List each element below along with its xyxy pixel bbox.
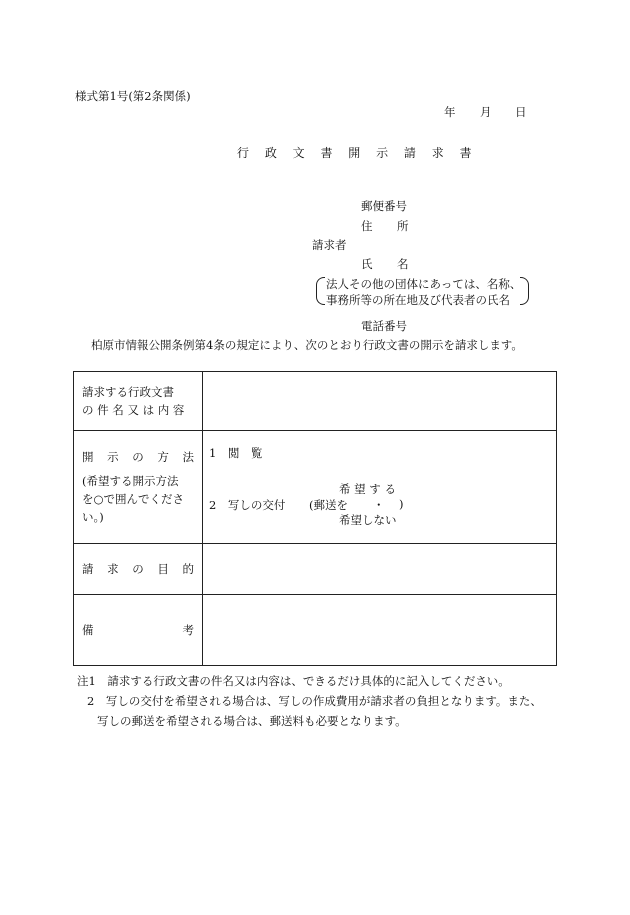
date-year: 年	[444, 105, 456, 119]
row-label-line: を○で囲んでくださ	[82, 492, 185, 506]
phone-label: 電話番号	[361, 319, 407, 333]
label-char: 備	[82, 623, 94, 637]
date-day: 日	[515, 105, 527, 119]
name-label-2: 名	[397, 257, 409, 271]
table-row	[74, 595, 557, 666]
remarks-field[interactable]	[203, 595, 557, 666]
note-2-line1: 2 写しの交付を希望される場合は、写しの作成費用が請求者の負担となります。また、	[87, 694, 542, 708]
date-month: 月	[480, 105, 492, 119]
row-label-spread	[82, 560, 202, 578]
label-char: 示	[107, 450, 119, 464]
remarks-label	[74, 595, 203, 666]
label-char: 目	[157, 562, 169, 576]
form-number: 様式第1号(第2条関係)	[75, 89, 191, 103]
mail-wish-yes[interactable]: 希 望 す る	[339, 482, 396, 496]
label-char: の	[132, 450, 144, 464]
request-table	[73, 371, 557, 666]
row-label-line: の 件 名 又 は 内 容	[82, 403, 185, 417]
name-label-1: 氏	[361, 257, 373, 271]
intro-text: 柏原市情報公開条例第4条の規定により、次のとおり行政文書の開示を請求します。	[91, 338, 523, 352]
purpose-label	[74, 544, 203, 595]
right-bracket	[520, 277, 529, 305]
address-label-1: 住	[361, 219, 373, 233]
postal-code-label: 郵便番号	[361, 199, 407, 213]
label-char: 法	[182, 450, 194, 464]
label-char: 開	[82, 450, 94, 464]
label-char: 的	[182, 562, 194, 576]
address-label-2: 所	[397, 219, 409, 233]
notes	[77, 671, 542, 731]
label-char: の	[132, 562, 144, 576]
mail-close: )	[399, 497, 404, 511]
mail-wish-no[interactable]: 希望しない	[339, 513, 397, 527]
document-title: 行 政 文 書 開 示 請 求 書	[237, 146, 478, 160]
corp-note-line1: 法人その他の団体にあっては、名称、	[326, 277, 522, 291]
label-char: 方	[157, 450, 169, 464]
note-2-line2: 写しの郵送を希望される場合は、郵送料も必要となります。	[97, 714, 407, 728]
requester-label: 請求者	[312, 238, 347, 252]
table-row	[74, 431, 557, 544]
mail-open: (郵送を	[309, 498, 348, 512]
document-subject-label	[74, 372, 203, 431]
table-row	[74, 544, 557, 595]
row-label-line: 請求する行政文書	[82, 385, 174, 399]
label-char: 請	[82, 562, 94, 576]
note-1: 注1 請求する行政文書の件名又は内容は、できるだけ具体的に記入してください。	[77, 674, 510, 688]
row-label-spread	[82, 621, 202, 639]
row-label-line: い。)	[82, 510, 104, 524]
label-char: 求	[107, 562, 119, 576]
label-char: 考	[182, 623, 194, 637]
disclosure-method-options	[203, 431, 557, 544]
row-label-line: (希望する開示方法	[82, 474, 179, 488]
disclosure-method-label	[74, 431, 203, 544]
mail-dot: ・	[373, 498, 385, 512]
method-copy-delivery[interactable]: 2 写しの交付	[209, 498, 286, 512]
left-bracket	[316, 277, 325, 305]
row-label-spread	[82, 448, 202, 466]
table-row	[74, 372, 557, 431]
document-subject-field[interactable]	[203, 372, 557, 431]
method-inspection[interactable]: 1 閲 覧	[209, 446, 263, 460]
purpose-field[interactable]	[203, 544, 557, 595]
corp-note-line2: 事務所等の所在地及び代表者の氏名	[326, 293, 510, 307]
